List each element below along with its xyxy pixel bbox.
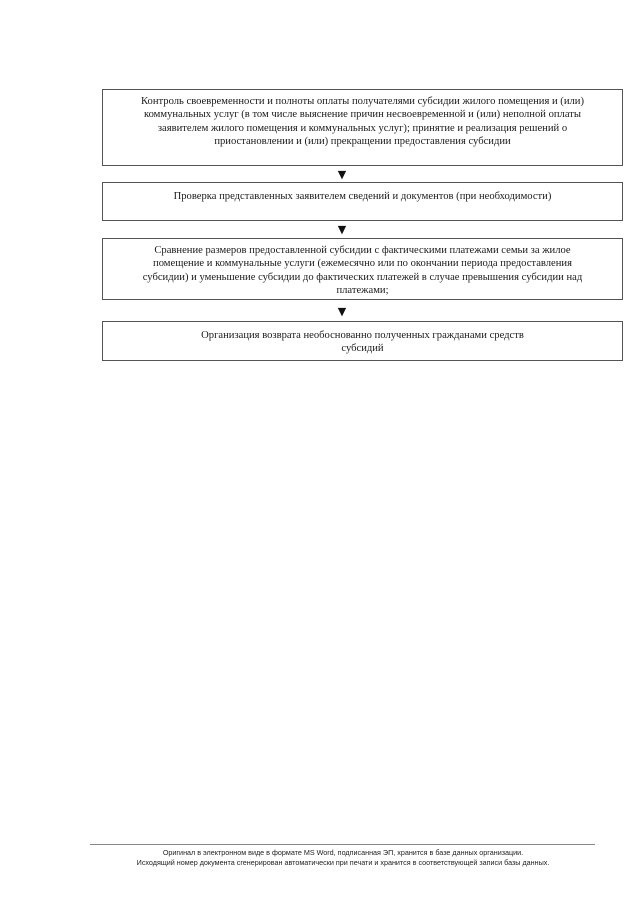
step-4-line-2: субсидий (341, 343, 384, 355)
footer-note-number: Исходящий номер документа сгенерирован автоматически при печати и хранится в соответствующей записи базы данных. (136, 858, 550, 867)
step-2-line-1: Проверка представленных заявителем сведений и документов (при необходимости) (173, 191, 552, 202)
step-4-line-1: Организация возврата необоснованно полученных гражданами средств (201, 330, 524, 341)
arrow-down-icon: ▼ (337, 168, 347, 181)
step-3-line-2: помещение и коммунальные услуги (ежемесячно или по окончании периода предоставления (153, 258, 572, 270)
flow-step-return-funds (102, 321, 623, 361)
footer-divider (90, 844, 595, 845)
arrow-down-icon: ▼ (337, 305, 347, 318)
step-1-line-2: коммунальных услуг (в том числе выяснение причин несвоевременной и (или) неполной оплаты (143, 109, 582, 121)
step-1-line-4: приостановлении и (или) прекращении предоставления субсидии (214, 136, 511, 148)
flow-step-verify-documents (102, 182, 623, 221)
step-1-line-1: Контроль своевременности и полноты оплаты получателями субсидии жилого помещения и (или) (141, 96, 584, 107)
flow-step-compare-subsidy (102, 238, 623, 300)
step-3-line-4: платежами; (336, 285, 389, 297)
step-3-line-3: субсидии) и уменьшение субсидии до фактических платежей в случае превышения субсидии над (142, 271, 583, 283)
flow-step-monitoring-payments (102, 89, 623, 166)
footer-note-original: Оригинал в электронном виде в формате MS Word, подписанная ЭП, хранится в базе данных организации. (162, 848, 524, 857)
arrow-down-icon: ▼ (337, 223, 347, 236)
step-3-line-1: Сравнение размеров предоставленной субсидии с фактическими платежами семьи за жилое (154, 245, 571, 256)
step-1-line-3: заявителем жилого помещения и коммунальных услуг); принятие и реализация решений о (157, 122, 568, 134)
